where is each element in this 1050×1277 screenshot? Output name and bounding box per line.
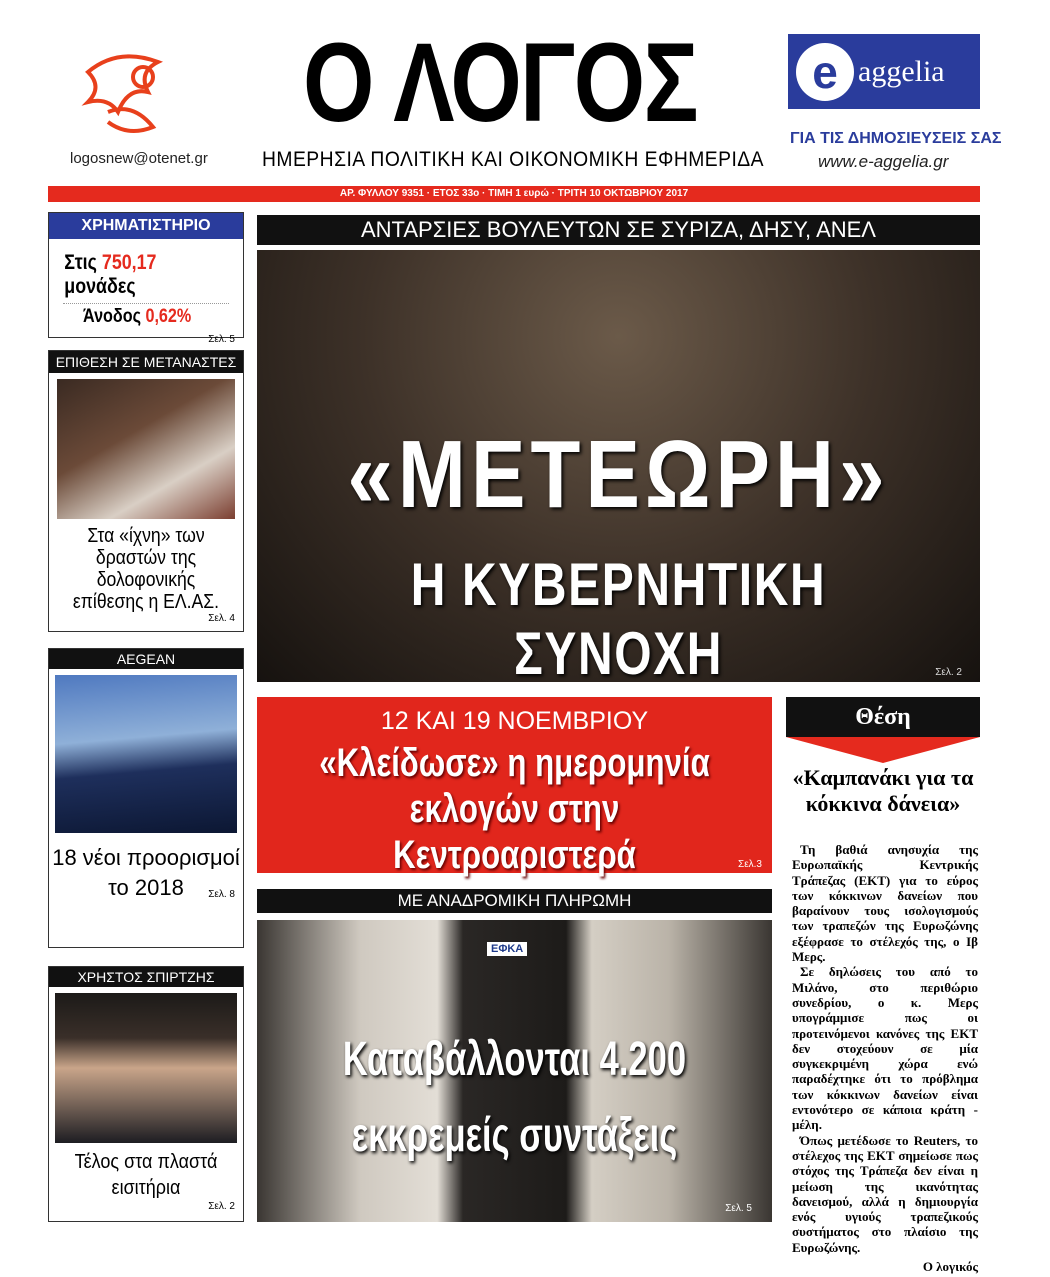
opinion-title: «Καμπανάκι για τα κόκκινα δάνεια» [792, 765, 974, 816]
eaggelia-logo-text: aggelia [858, 54, 945, 88]
opinion-paragraph: Σε δηλώσεις του από το Μιλάνο, στο περιθώριο συνεδρίου, ο κ. Μερς υπογράμμισε πως οι προτεινόμενοι κανόνες της ΕΚΤ δεν στοχεύουν σε μία συγκεκριμένη χώρα ενώ παραδέχτηκε ότι το πρόβλημα των κόκκινων δανείων είναι εντονότερο σε κάποια κράτη - μέλη. [792, 964, 978, 1133]
attack-story[interactable] [48, 350, 244, 632]
stock-value: 750,17 [101, 251, 157, 274]
elections-headline: «Κλείδωσε» η ημερομηνία εκλογών στην Κεντροαριστερά [319, 741, 710, 877]
opinion-author: Ο λογικός [922, 1259, 978, 1275]
ad-tagline: ΓΙΑ ΤΙΣ ΔΗΜΟΣΙΕΥΣΕΙΣ ΣΑΣ [790, 130, 1002, 147]
stock-label: Στις [64, 251, 102, 274]
efka-headline-1: Καταβάλλονται 4.200 [342, 1033, 687, 1086]
stock-box[interactable] [48, 212, 244, 345]
story-header: ΕΠΙΘΕΣΗ ΣΕ ΜΕΤΑΝΑΣΤΕΣ [49, 351, 243, 373]
change-label: Άνοδος [83, 306, 146, 327]
eaggelia-ad[interactable] [788, 34, 980, 109]
page-ref: Σελ. 2 [935, 667, 962, 678]
story-header: AEGEAN [49, 649, 243, 669]
page-ref: Σελ. 2 [208, 1201, 235, 1212]
efka-sign: ΕΦΚΑ [487, 942, 527, 956]
main-kicker: ΑΝΤΑΡΣΙΕΣ ΒΟΥΛΕΥΤΩΝ ΣΕ ΣΥΡΙΖΑ, ΔΗΣΥ, ΑΝΕΛ [257, 215, 980, 245]
opinion-label: Θέση [786, 697, 980, 737]
opinion-arrow-icon [786, 737, 980, 763]
efka-photo[interactable] [257, 920, 772, 1222]
stock-header: ΧΡΗΜΑΤΙΣΤΗΡΙΟ [49, 213, 243, 239]
opinion-body [792, 842, 978, 1274]
victim-photo [57, 379, 235, 519]
page-ref: Σελ. 5 [208, 334, 235, 345]
spirtzis-story[interactable] [48, 966, 244, 1222]
logo-illustration [78, 42, 178, 142]
page-ref: Σελ. 8 [208, 889, 235, 900]
newspaper-title: Ο ΛΟΓΟΣ [302, 20, 698, 145]
elections-story[interactable] [257, 697, 772, 877]
opinion-paragraph: Όπως μετέδωσε το Reuters, το στέλεχος της ΕΚΤ σημείωσε πως στόχος της Τράπεζα δεν είναι η μείωση της ικανότητας δανεισμού, αλλά η δημιουργία ενός υγιούς τραπεζικούς συστήματος στο πλαίσιο της Ευρωζώνης. [792, 1132, 978, 1255]
ad-url[interactable]: www.e-aggelia.gr [818, 152, 949, 171]
contact-email[interactable]: logosnew@otenet.gr [70, 150, 208, 167]
minister-photo [55, 993, 237, 1143]
efka-kicker: ΜΕ ΑΝΑΔΡΟΜΙΚΗ ΠΛΗΡΩΜΗ [257, 889, 772, 913]
page-ref: Σελ. 5 [725, 1203, 752, 1214]
page-ref: Σελ.3 [738, 859, 762, 870]
newspaper-subtitle: ΗΜΕΡΗΣΙΑ ΠΟΛΙΤΙΚΗ ΚΑΙ ΟΙΚΟΝΟΜΙΚΗ ΕΦΗΜΕΡΙΔΑ [262, 148, 765, 171]
main-headline: «ΜΕΤΕΩΡΗ» [347, 421, 890, 528]
opinion-paragraph: Τη βαθιά ανησυχία της Ευρωπαϊκής Κεντρικής Τράπεζας (ΕΚΤ) για το εύρος των κόκκινων δανείων που βαραίνουν τους ισολογισμούς των τραπεζών της Ευρωζώνης εξέφρασε το στέλεχός της, ο Ιβ Μερς. [792, 842, 978, 965]
change-value: 0,62% [145, 306, 192, 327]
aircraft-photo [55, 675, 237, 833]
eaggelia-logo-icon: e [796, 43, 854, 101]
main-subheadline: Η ΚΥΒΕΡΝΗΤΙΚΗ ΣΥΝΟΧΗ [410, 551, 827, 687]
story-text: 18 νέοι προορισμοί το 2018 [52, 845, 240, 900]
story-text: Στα «ίχνη» των δραστών της δολοφονικής επίθεσης η ΕΛ.ΑΣ. [72, 525, 220, 613]
story-text: Τέλος στα πλαστά εισιτήρια [74, 1151, 218, 1199]
efka-headline-2: εκκρεμείς συντάξεις [351, 1109, 678, 1162]
issue-info-bar: ΑΡ. ΦΥΛΛΟΥ 9351 · ΕΤΟΣ 33ο · ΤΙΜΗ 1 ευρώ · ΤΡΙΤΗ 10 ΟΚΤΩΒΡΙΟΥ 2017 [48, 186, 980, 202]
story-header: ΧΡΗΣΤΟΣ ΣΠΙΡΤΖΗΣ [49, 967, 243, 987]
page-ref: Σελ. 4 [208, 613, 235, 624]
elections-kicker: 12 ΚΑΙ 19 ΝΟΕΜΒΡΙΟΥ [380, 707, 649, 735]
parliament-photo[interactable] [257, 250, 980, 687]
aegean-story[interactable] [48, 648, 244, 948]
stock-unit: μονάδες [64, 275, 136, 298]
